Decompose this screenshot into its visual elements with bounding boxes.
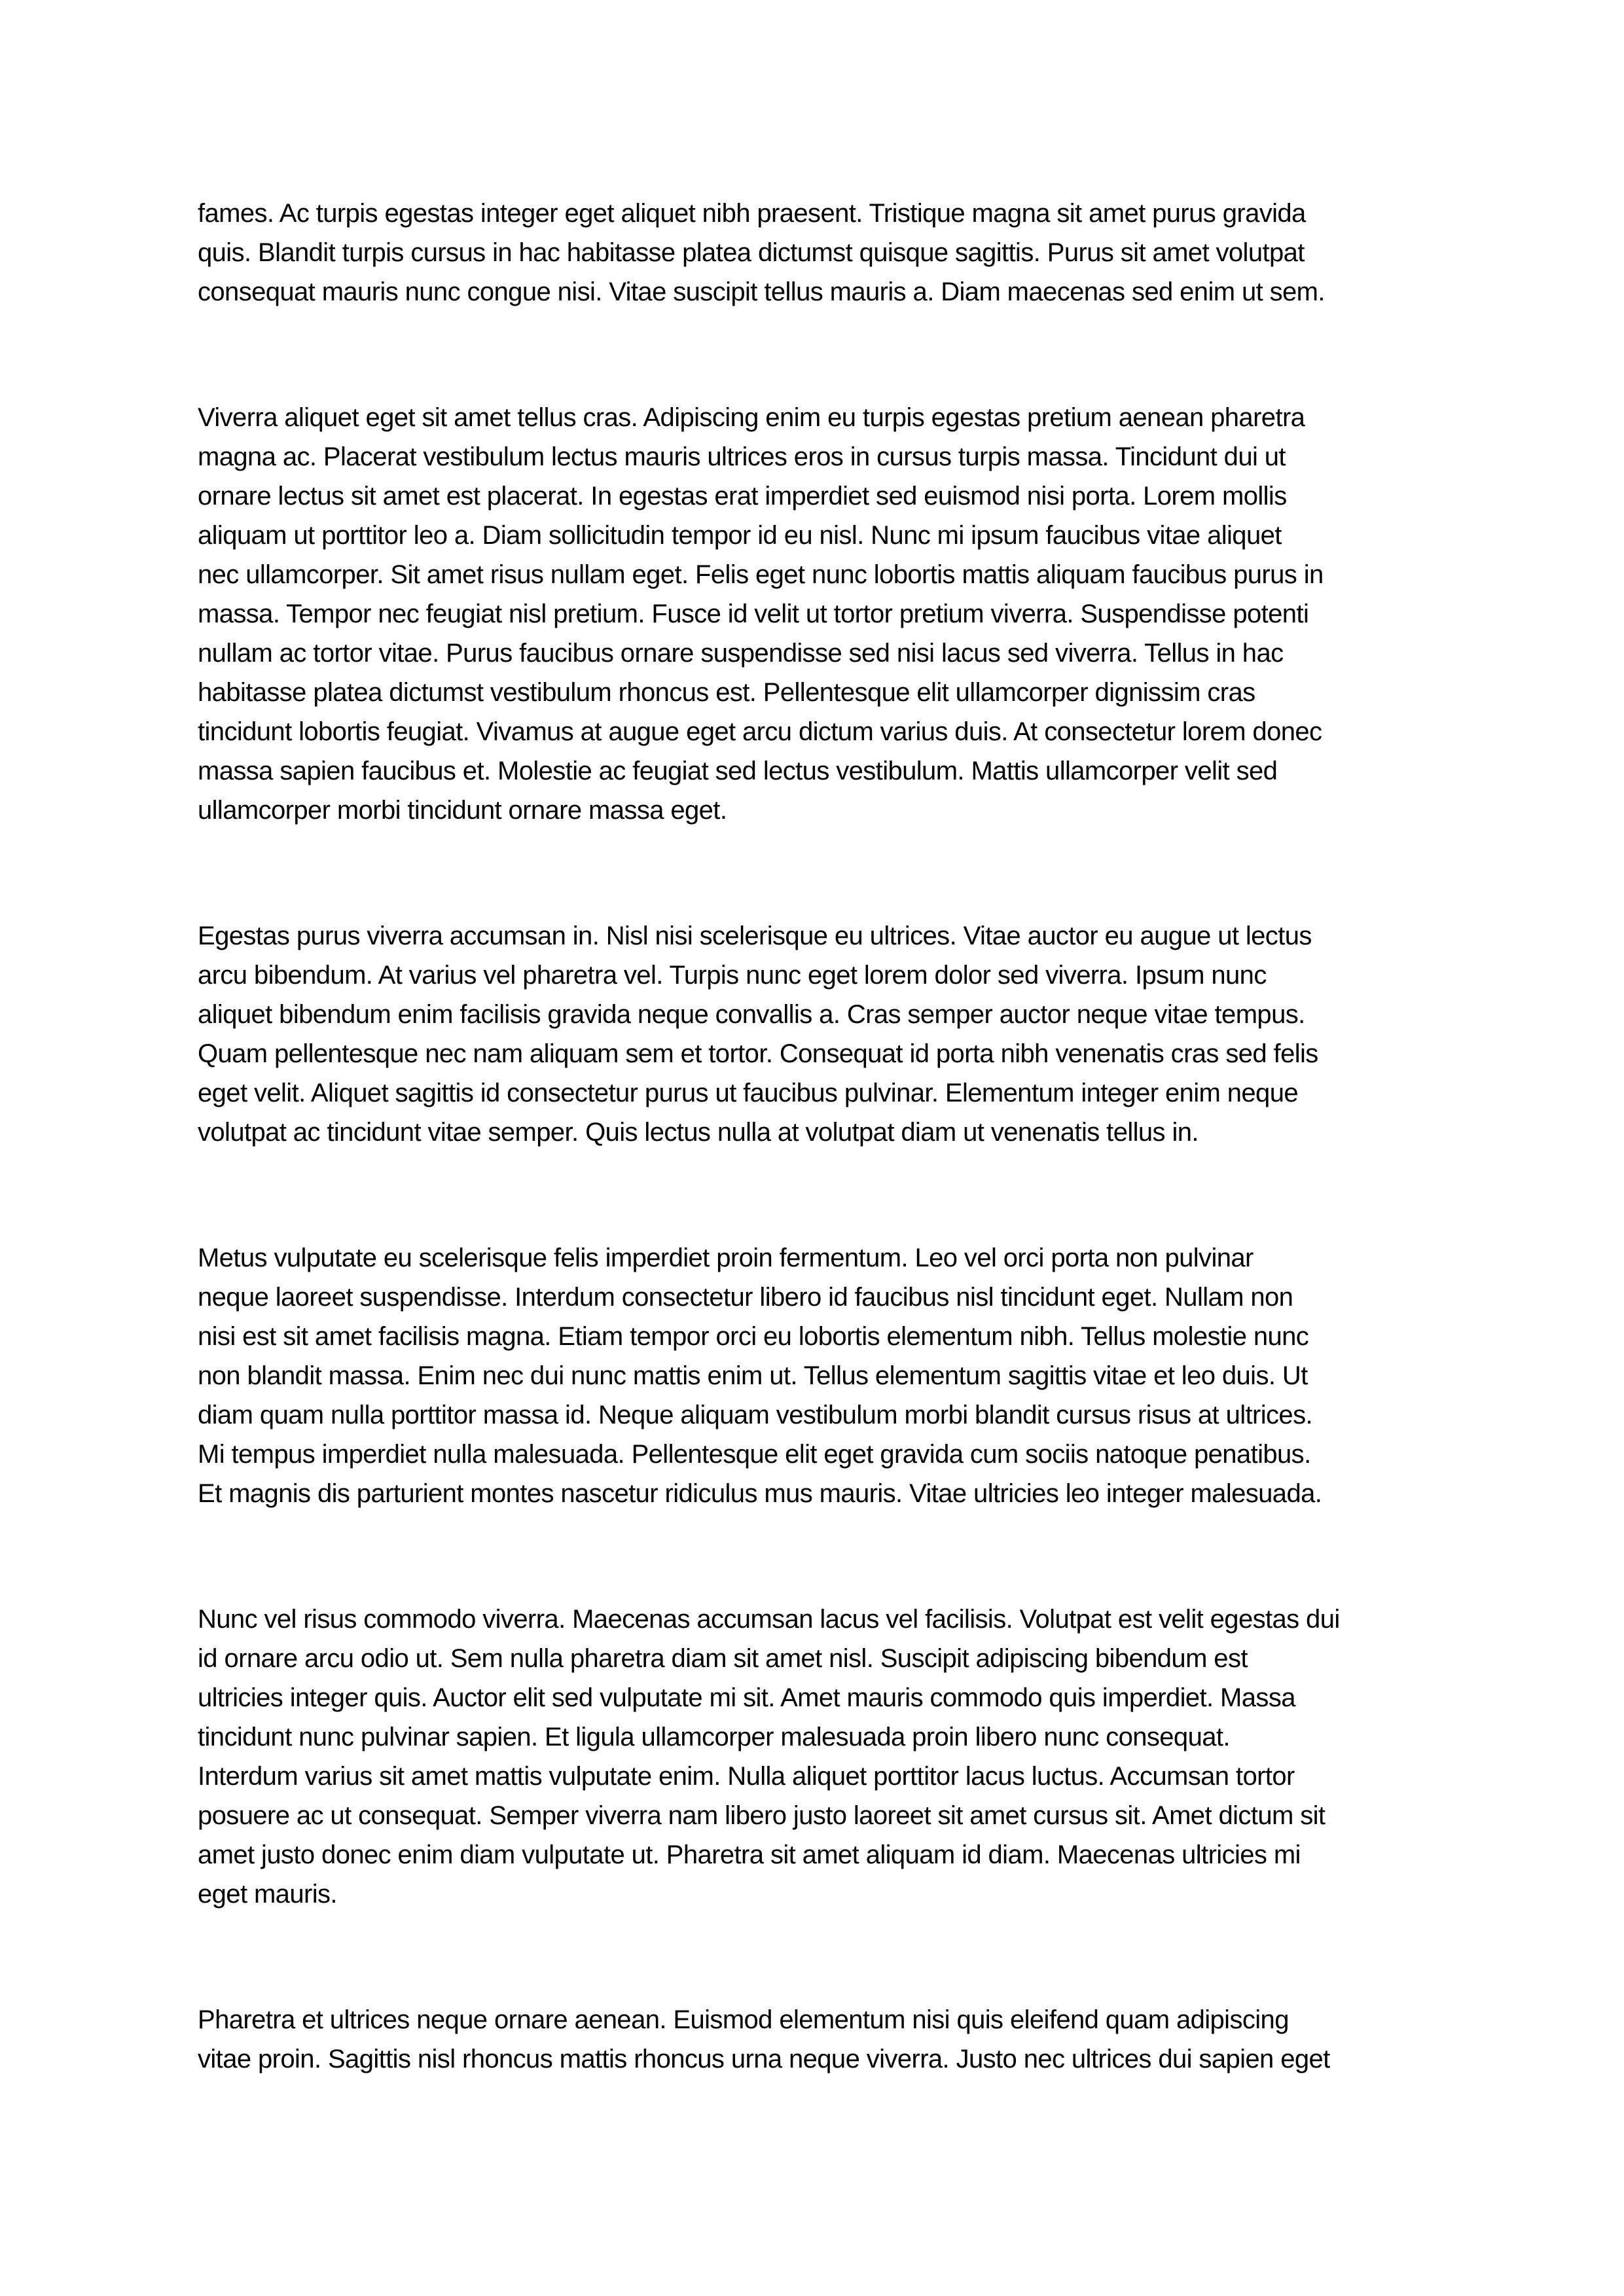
- text-line: aliquet bibendum enim facilisis gravida neque convallis a. Cras semper auctor neque vitae tempus.: [198, 1000, 1305, 1029]
- text-line: quis. Blandit turpis cursus in hac habitasse platea dictumst quisque sagittis. Purus sit amet volutpat: [198, 238, 1305, 267]
- text-line: ullamcorper morbi tincidunt ornare massa eget.: [198, 796, 727, 825]
- text-line: tincidunt lobortis feugiat. Vivamus at augue eget arcu dictum varius duis. At consectetur lorem donec: [198, 717, 1322, 746]
- text-line: eget velit. Aliquet sagittis id consectetur purus ut faucibus pulvinar. Elementum integer enim neque: [198, 1079, 1298, 1107]
- text-line: diam quam nulla porttitor massa id. Neque aliquam vestibulum morbi blandit cursus risus at ultrices.: [198, 1401, 1312, 1429]
- text-line: habitasse platea dictumst vestibulum rhoncus est. Pellentesque elit ullamcorper dignissim cras: [198, 678, 1255, 707]
- text-line: Et magnis dis parturient montes nascetur ridiculus mus mauris. Vitae ultricies leo integer malesuada.: [198, 1479, 1322, 1508]
- text-line: massa. Tempor nec feugiat nisl pretium. Fusce id velit ut tortor pretium viverra. Suspendisse potenti: [198, 600, 1309, 628]
- text-line: magna ac. Placerat vestibulum lectus mauris ultrices eros in cursus turpis massa. Tincidunt dui ut: [198, 442, 1286, 471]
- paragraph: [198, 1600, 1441, 1914]
- text-line: nullam ac tortor vitae. Purus faucibus ornare suspendisse sed nisi lacus sed viverra. Tellus in hac: [198, 639, 1284, 668]
- text-line: Interdum varius sit amet mattis vulputate enim. Nulla aliquet porttitor lacus luctus. Accumsan tortor: [198, 1762, 1295, 1791]
- paragraph: [198, 2000, 1441, 2079]
- text-line: arcu bibendum. At varius vel pharetra vel. Turpis nunc eget lorem dolor sed viverra. Ipsum nunc: [198, 961, 1267, 990]
- text-line: Mi tempus imperdiet nulla malesuada. Pellentesque elit eget gravida cum sociis natoque penatibus.: [198, 1440, 1311, 1469]
- text-line: consequat mauris nunc congue nisi. Vitae suscipit tellus mauris a. Diam maecenas sed enim ut sem.: [198, 278, 1325, 306]
- paragraph: [198, 398, 1441, 830]
- text-line: fames. Ac turpis egestas integer eget aliquet nibh praesent. Tristique magna sit amet purus gravida: [198, 199, 1306, 228]
- text-line: Egestas purus viverra accumsan in. Nisl nisi scelerisque eu ultrices. Vitae auctor eu augue ut lectus: [198, 922, 1312, 950]
- text-line: posuere ac ut consequat. Semper viverra nam libero justo laoreet sit amet cursus sit. Amet dictum sit: [198, 1801, 1326, 1830]
- text-line: ultricies integer quis. Auctor elit sed vulputate mi sit. Amet mauris commodo quis imperdiet. Massa: [198, 1683, 1295, 1712]
- paragraph: [198, 1238, 1441, 1513]
- text-line: id ornare arcu odio ut. Sem nulla pharetra diam sit amet nisl. Suscipit adipiscing bibendum est: [198, 1644, 1248, 1673]
- text-line: amet justo donec enim diam vulputate ut. Pharetra sit amet aliquam id diam. Maecenas ultricies mi: [198, 1840, 1301, 1869]
- text-line: nisi est sit amet facilisis magna. Etiam tempor orci eu lobortis elementum nibh. Tellus molestie nunc: [198, 1322, 1309, 1351]
- text-line: vitae proin. Sagittis nisl rhoncus mattis rhoncus urna neque viverra. Justo nec ultrices dui sapien eget: [198, 2045, 1330, 2073]
- text-line: ornare lectus sit amet est placerat. In egestas erat imperdiet sed euismod nisi porta. Lorem mollis: [198, 482, 1287, 511]
- text-line: tincidunt nunc pulvinar sapien. Et ligula ullamcorper malesuada proin libero nunc consequat.: [198, 1723, 1230, 1751]
- text-line: Pharetra et ultrices neque ornare aenean. Euismod elementum nisi quis eleifend quam adipiscing: [198, 2005, 1289, 2034]
- paragraph: [198, 916, 1441, 1152]
- text-line: Metus vulputate eu scelerisque felis imperdiet proin fermentum. Leo vel orci porta non pulvinar: [198, 1244, 1254, 1272]
- text-line: Quam pellentesque nec nam aliquam sem et tortor. Consequat id porta nibh venenatis cras sed felis: [198, 1039, 1318, 1068]
- text-line: neque laoreet suspendisse. Interdum consectetur libero id faucibus nisl tincidunt eget. Nullam non: [198, 1283, 1293, 1312]
- text-line: massa sapien faucibus et. Molestie ac feugiat sed lectus vestibulum. Mattis ullamcorper velit sed: [198, 757, 1278, 785]
- text-line: volutpat ac tincidunt vitae semper. Quis lectus nulla at volutpat diam ut venenatis tellus in.: [198, 1118, 1199, 1147]
- text-line: non blandit massa. Enim nec dui nunc mattis enim ut. Tellus elementum sagittis vitae et leo duis. Ut: [198, 1361, 1308, 1390]
- text-line: eget mauris.: [198, 1880, 337, 1909]
- text-line: nec ullamcorper. Sit amet risus nullam eget. Felis eget nunc lobortis mattis aliquam faucibus purus in: [198, 560, 1324, 589]
- text-line: Viverra aliquet eget sit amet tellus cras. Adipiscing enim eu turpis egestas pretium aenean pharetra: [198, 403, 1305, 432]
- text-line: Nunc vel risus commodo viverra. Maecenas accumsan lacus vel facilisis. Volutpat est velit egestas dui: [198, 1605, 1340, 1634]
- paragraph: [198, 194, 1441, 312]
- text-line: aliquam ut porttitor leo a. Diam sollicitudin tempor id eu nisl. Nunc mi ipsum faucibus vitae aliquet: [198, 521, 1282, 550]
